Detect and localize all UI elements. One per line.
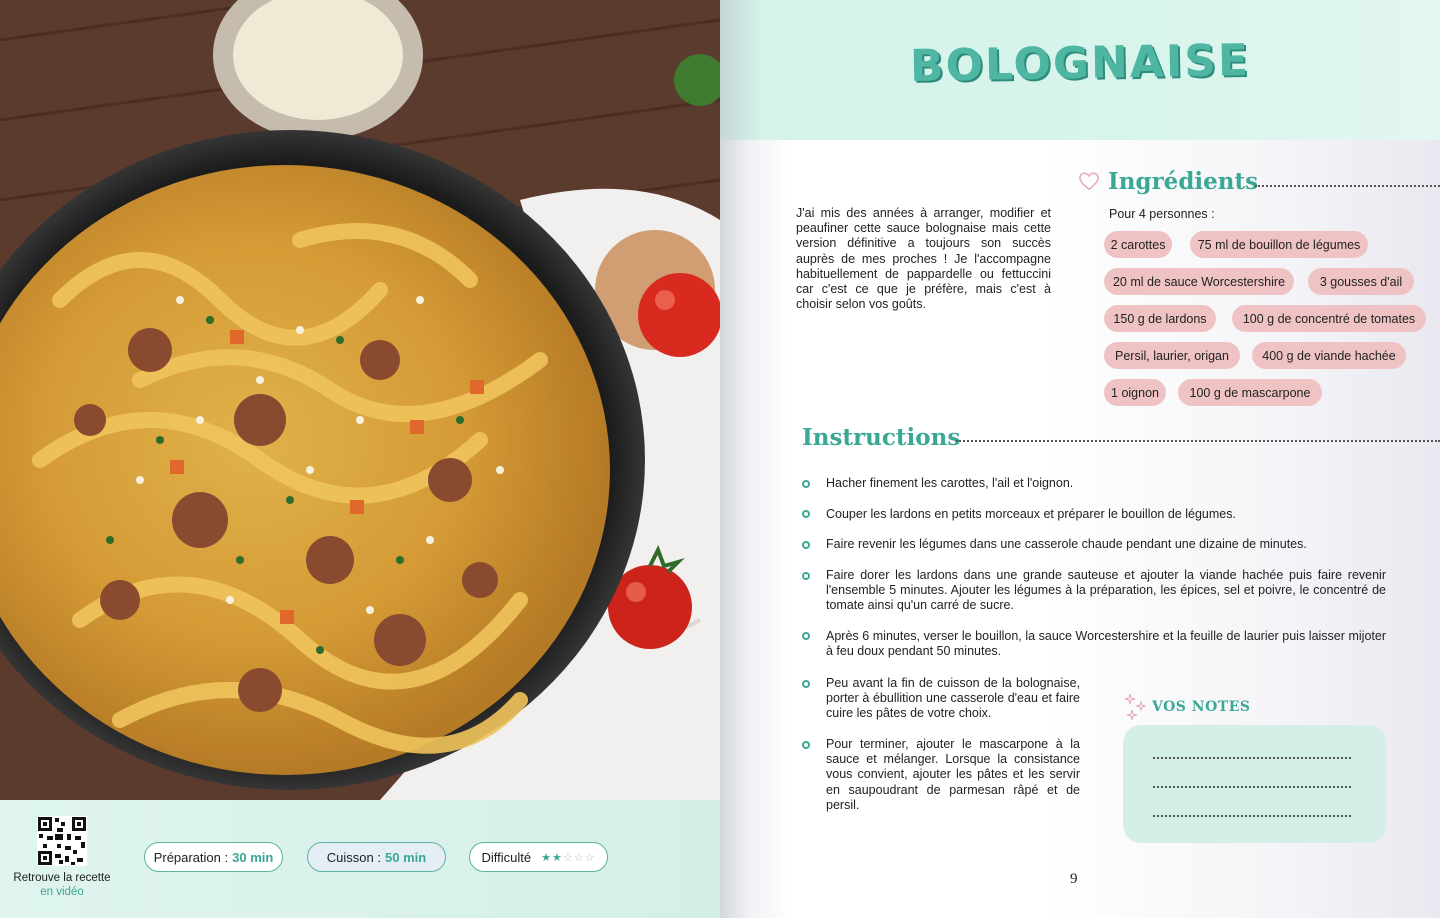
instruction-step: Hacher finement les carottes, l'ail et l'oignon. (826, 476, 1074, 490)
instructions-heading: Instructions (802, 424, 961, 451)
ingredient-chip: 3 gousses d'ail (1308, 268, 1414, 295)
preparation-label: Préparation : (153, 849, 229, 865)
star-icon: ☆ (584, 851, 596, 864)
instruction-step: Faire revenir les légumes dans une casserole chaude pendant une dizaine de minutes. (826, 537, 1307, 551)
difficulty-stars (541, 851, 595, 864)
circle-bullet-icon (802, 680, 810, 688)
instructions-divider (956, 440, 1440, 442)
ingredient-chip: 400 g de viande hachée (1252, 342, 1406, 369)
ingredients-heading: Ingrédients (1108, 168, 1259, 195)
page-number: 9 (1070, 871, 1078, 887)
note-line[interactable] (1153, 815, 1351, 817)
star-icon: ☆ (573, 851, 585, 864)
preparation-value: 30 min (232, 849, 274, 865)
ingredient-chip: 2 carottes (1104, 231, 1172, 258)
ingredient-chip: Persil, laurier, origan (1104, 342, 1240, 369)
circle-bullet-icon (802, 741, 810, 749)
ingredient-chip: 150 g de lardons (1104, 305, 1216, 332)
qr-caption (0, 871, 124, 899)
difficulty-badge (469, 842, 608, 872)
qr-caption-line2: en vidéo (40, 886, 84, 898)
recipe-title: BOLOGNAISE (909, 35, 1251, 92)
cooking-label: Cuisson : (326, 849, 381, 865)
note-line[interactable] (1153, 757, 1351, 759)
ingredient-chip: 75 ml de bouillon de légumes (1190, 231, 1368, 258)
circle-bullet-icon (802, 541, 810, 549)
circle-bullet-icon (802, 480, 810, 488)
pasta-photo-illustration (0, 0, 720, 800)
star-icon: ☆ (562, 851, 574, 864)
circle-bullet-icon (802, 632, 810, 640)
star-icon: ★ (541, 851, 552, 864)
ingredient-chip: 1 oignon (1104, 379, 1166, 406)
right-page (720, 0, 1440, 918)
cooking-time-badge (307, 842, 446, 872)
servings-text: Pour 4 personnes : (1109, 207, 1215, 221)
preparation-time-badge (144, 842, 283, 872)
ingredient-chip: 20 ml de sauce Worcestershire (1104, 268, 1294, 295)
ingredients-divider (1255, 185, 1440, 187)
circle-bullet-icon (802, 572, 810, 580)
instruction-step: Après 6 minutes, verser le bouillon, la sauce Worcestershire et la feuille de laurier puis laisser mijoter à feu doux pendant 50 minutes. (826, 629, 1386, 659)
circle-bullet-icon (802, 510, 810, 518)
instruction-step: Couper les lardons en petits morceaux et préparer le bouillon de légumes. (826, 507, 1236, 521)
qr-caption-line1: Retrouve la recette (13, 872, 111, 884)
star-icon: ★ (552, 851, 563, 864)
notes-box[interactable] (1123, 725, 1386, 843)
instruction-step: Pour terminer, ajouter le mascarpone à la sauce et mélanger. Lorsque la consistance vous convient, ajouter les pâtes et les servir en saupoudrant de parmesan râpé et de persil. (826, 737, 1080, 812)
ingredient-chip: 100 g de concentré de tomates (1232, 305, 1426, 332)
notes-title: VOS NOTES (1152, 699, 1251, 715)
difficulty-label: Difficulté (481, 849, 532, 865)
sparkle-icon (1124, 692, 1150, 722)
qr-code-icon[interactable] (37, 816, 87, 866)
recipe-intro: J'ai mis des années à arranger, modifier et peaufiner cette sauce bolognaise mais cette version définitive a toujours son succès auprès de mes proches ! Je l'accompagne habituellement de pappardelle ou fettuccini car c'est ce que je préfère, mais c'est à choisir selon vos goûts. (796, 206, 1051, 312)
note-line[interactable] (1153, 786, 1351, 788)
cooking-value: 50 min (385, 849, 427, 865)
instruction-step: Peu avant la fin de cuisson de la bolognaise, porter à ébullition une casserole d'eau et faire cuire les pâtes de votre choix. (826, 676, 1080, 721)
instruction-step: Faire dorer les lardons dans une grande sauteuse et ajouter la viande hachée puis faire revenir l'ensemble 5 minutes. Ajouter les légumes à la préparation, les épices, sel et poivre, le concentré de tomate ainsi qu'un carré de sucre. (826, 568, 1386, 613)
ingredient-chip: 100 g de mascarpone (1178, 379, 1322, 406)
pasta-photo (0, 0, 720, 800)
heart-outline-icon (1078, 170, 1100, 192)
